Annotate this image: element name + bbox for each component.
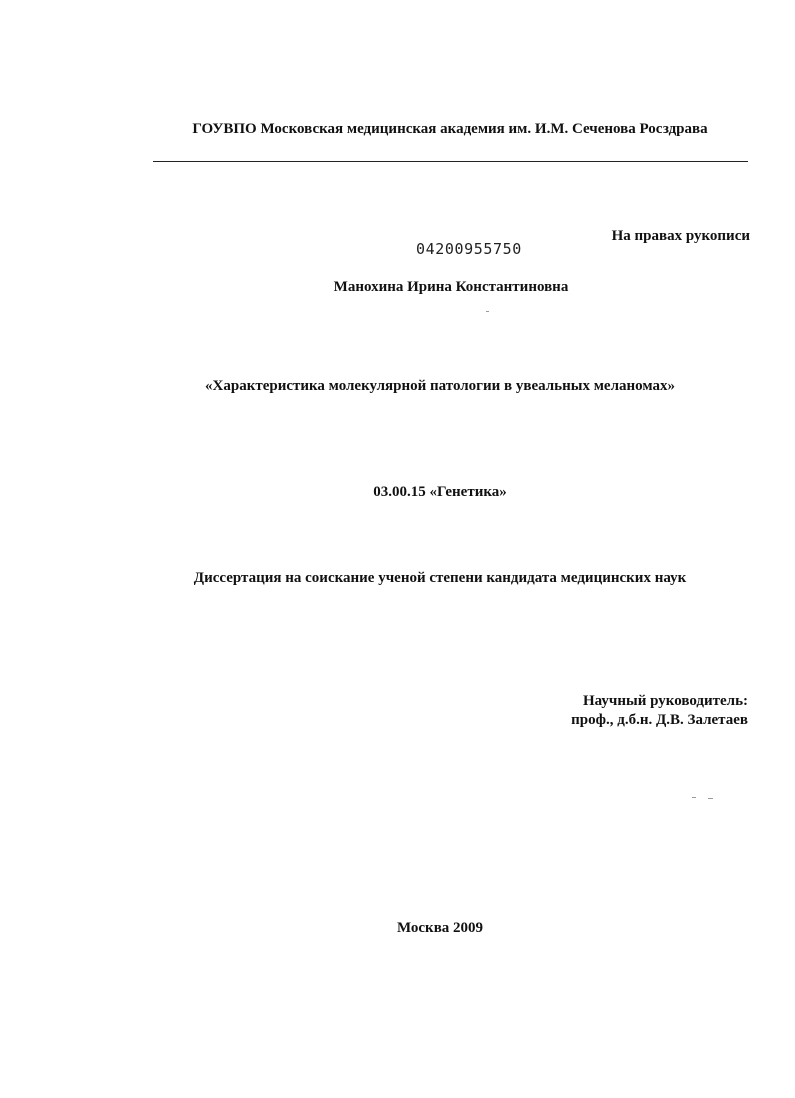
supervisor-name: проф., д.б.н. Д.В. Залетаев <box>571 712 748 728</box>
specialty: 03.00.15 «Генетика» <box>373 484 507 500</box>
author-name: Манохина Ирина Константиновна <box>333 279 569 295</box>
scan-speck <box>692 797 696 798</box>
city-year: Москва 2009 <box>396 920 484 936</box>
dissertation-title: «Характеристика молекулярной патологии в увеальных меланомах» <box>205 378 675 394</box>
scan-speck <box>486 311 489 312</box>
manuscript-note: На правах рукописи <box>611 228 750 244</box>
supervisor-label: Научный руководитель: <box>583 693 748 709</box>
header-rule <box>153 161 748 162</box>
institution-header: ГОУВПО Московская медицинская академия им. И.М. Сеченова Росздрава <box>192 121 708 137</box>
catalog-number: 04200955750 <box>416 240 522 258</box>
degree-statement: Диссертация на соискание ученой степени кандидата медицинских наук <box>193 570 687 586</box>
scan-speck <box>708 798 713 799</box>
